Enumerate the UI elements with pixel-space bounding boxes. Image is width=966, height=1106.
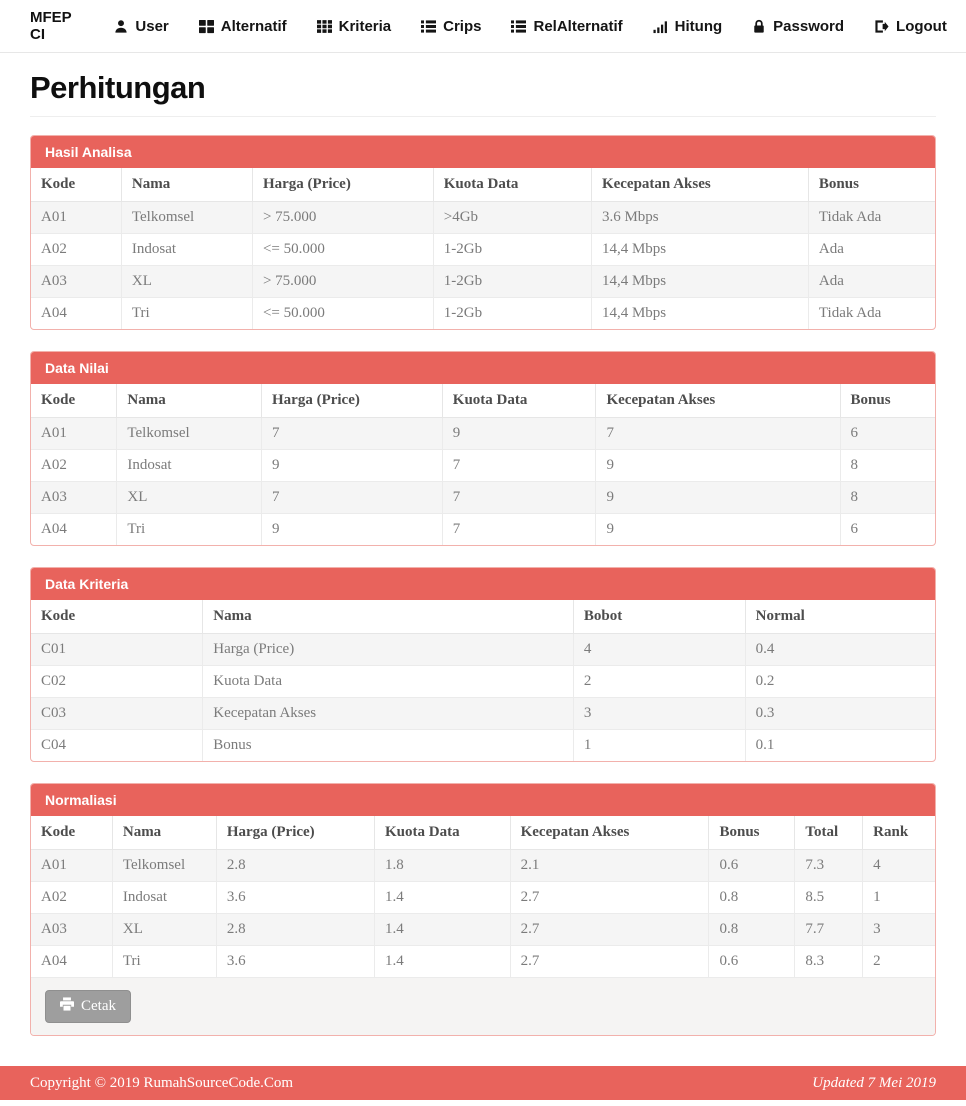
- hasil-analisa-table: [31, 168, 935, 329]
- cetak-label: Cetak: [81, 998, 116, 1014]
- table-cell: 8: [840, 482, 935, 514]
- column-header: Nama: [121, 168, 252, 202]
- main-content: [0, 70, 966, 1036]
- normaliasi-table: [31, 816, 935, 977]
- table-row: [31, 514, 935, 546]
- table-cell: 9: [442, 418, 596, 450]
- page-footer: [0, 1066, 966, 1100]
- panel-data-nilai: [30, 351, 936, 546]
- table-cell: Ada: [808, 266, 935, 298]
- column-header: Kode: [31, 384, 117, 418]
- table-row: [31, 882, 935, 914]
- table-cell: 14,4 Mbps: [591, 298, 808, 330]
- nav-item-label: Hitung: [674, 17, 723, 35]
- brand[interactable]: MFEP CI: [30, 9, 72, 43]
- table-cell: Harga (Price): [203, 634, 574, 666]
- table-cell: 7.3: [795, 850, 863, 882]
- table-cell: C03: [31, 698, 203, 730]
- table-cell: <= 50.000: [252, 298, 433, 330]
- table-cell: A02: [31, 234, 121, 266]
- table-row: [31, 202, 935, 234]
- table-cell: A04: [31, 514, 117, 546]
- table-cell: 9: [262, 450, 443, 482]
- signal-icon: [653, 19, 668, 34]
- table-cell: 1.4: [375, 946, 511, 978]
- table-cell: 0.3: [745, 698, 935, 730]
- table-cell: Indosat: [112, 882, 216, 914]
- table-cell: 1.4: [375, 882, 511, 914]
- table-row: [31, 418, 935, 450]
- data-nilai-table: [31, 384, 935, 545]
- top-navbar: [0, 0, 966, 53]
- page-header: [30, 70, 936, 117]
- column-header: Nama: [203, 600, 574, 634]
- table-cell: >4Gb: [433, 202, 591, 234]
- column-header: Total: [795, 816, 863, 850]
- table-cell: 8.3: [795, 946, 863, 978]
- table-row: [31, 298, 935, 330]
- table-cell: 1-2Gb: [433, 234, 591, 266]
- table-row: [31, 266, 935, 298]
- lock-icon: [752, 19, 766, 34]
- updated-text: Updated 7 Mei 2019: [812, 1074, 936, 1091]
- table-cell: 7: [442, 514, 596, 546]
- table-cell: Telkomsel: [117, 418, 262, 450]
- table-row: [31, 666, 935, 698]
- table-cell: 2.8: [216, 914, 374, 946]
- table-cell: 7: [596, 418, 840, 450]
- column-header: Nama: [112, 816, 216, 850]
- table-cell: XL: [117, 482, 262, 514]
- list-icon: [511, 19, 526, 34]
- table-cell: 9: [262, 514, 443, 546]
- table-cell: 1: [573, 730, 745, 762]
- nav-item-hitung[interactable]: [638, 18, 737, 35]
- table-cell: Bonus: [203, 730, 574, 762]
- table-row: [31, 450, 935, 482]
- table-cell: Tidak Ada: [808, 202, 935, 234]
- panel-footer-actions: [31, 977, 935, 1035]
- table-cell: 0.8: [709, 882, 795, 914]
- table-cell: > 75.000: [252, 266, 433, 298]
- column-header: Harga (Price): [252, 168, 433, 202]
- table-cell: 7: [262, 482, 443, 514]
- nav-item-logout[interactable]: [859, 18, 962, 35]
- column-header: Nama: [117, 384, 262, 418]
- table-cell: C04: [31, 730, 203, 762]
- column-header: Kecepatan Akses: [596, 384, 840, 418]
- column-header: Normal: [745, 600, 935, 634]
- nav-item-label: Crips: [443, 17, 482, 35]
- sign-out-icon: [874, 19, 889, 34]
- table-cell: 7: [262, 418, 443, 450]
- table-cell: <= 50.000: [252, 234, 433, 266]
- copyright-text: Copyright © 2019 RumahSourceCode.Com: [30, 1074, 294, 1091]
- table-row: [31, 234, 935, 266]
- column-header: Kecepatan Akses: [510, 816, 709, 850]
- table-cell: 2.8: [216, 850, 374, 882]
- panel-title: Hasil Analisa: [31, 136, 935, 168]
- panel-data-kriteria: [30, 567, 936, 762]
- table-cell: 0.1: [745, 730, 935, 762]
- column-header: Bonus: [840, 384, 935, 418]
- table-cell: XL: [121, 266, 252, 298]
- table-row: [31, 698, 935, 730]
- table-cell: 9: [596, 450, 840, 482]
- table-cell: C02: [31, 666, 203, 698]
- table-cell: 4: [573, 634, 745, 666]
- table-cell: 14,4 Mbps: [591, 234, 808, 266]
- table-cell: A01: [31, 850, 112, 882]
- table-cell: Telkomsel: [112, 850, 216, 882]
- table-cell: 2: [573, 666, 745, 698]
- table-cell: 0.8: [709, 914, 795, 946]
- column-header: Harga (Price): [262, 384, 443, 418]
- table-cell: 6: [840, 418, 935, 450]
- nav-item-label: Kriteria: [338, 17, 392, 35]
- table-cell: A03: [31, 266, 121, 298]
- table-cell: Indosat: [121, 234, 252, 266]
- table-cell: Tri: [112, 946, 216, 978]
- table-cell: 1: [863, 882, 935, 914]
- table-cell: 3.6 Mbps: [591, 202, 808, 234]
- nav-item-relalternatif[interactable]: [496, 18, 637, 35]
- nav-item-label: Logout: [896, 17, 947, 35]
- table-cell: 8.5: [795, 882, 863, 914]
- column-header: Kuota Data: [442, 384, 596, 418]
- column-header: Rank: [863, 816, 935, 850]
- cetak-button[interactable]: [45, 990, 131, 1023]
- table-cell: 2.7: [510, 882, 709, 914]
- table-cell: 3: [863, 914, 935, 946]
- table-cell: > 75.000: [252, 202, 433, 234]
- table-cell: 7: [442, 482, 596, 514]
- nav-item-password[interactable]: [737, 18, 859, 35]
- table-cell: C01: [31, 634, 203, 666]
- nav-item-label: User: [135, 17, 169, 35]
- table-cell: A03: [31, 482, 117, 514]
- table-cell: 7.7: [795, 914, 863, 946]
- column-header: Kecepatan Akses: [591, 168, 808, 202]
- table-cell: Ada: [808, 234, 935, 266]
- column-header: Bonus: [808, 168, 935, 202]
- table-cell: Kuota Data: [203, 666, 574, 698]
- table-cell: A04: [31, 946, 112, 978]
- table-cell: A01: [31, 202, 121, 234]
- print-icon: [60, 997, 74, 1016]
- table-cell: A02: [31, 882, 112, 914]
- table-cell: 0.2: [745, 666, 935, 698]
- nav-item-label: RelAlternatif: [533, 17, 623, 35]
- table-cell: 2.7: [510, 946, 709, 978]
- panel-title: Normaliasi: [31, 784, 935, 816]
- table-row: [31, 914, 935, 946]
- panel-hasil-analisa: [30, 135, 936, 330]
- nav-item-alternatif[interactable]: [184, 18, 302, 35]
- th-large-icon: [199, 19, 214, 34]
- table-cell: 3: [573, 698, 745, 730]
- panel-title: Data Kriteria: [31, 568, 935, 600]
- table-cell: A01: [31, 418, 117, 450]
- data-kriteria-table: [31, 600, 935, 761]
- table-cell: 6: [840, 514, 935, 546]
- table-cell: 3.6: [216, 882, 374, 914]
- table-cell: 9: [596, 514, 840, 546]
- table-cell: 0.6: [709, 850, 795, 882]
- table-cell: Tidak Ada: [808, 298, 935, 330]
- column-header: Kuota Data: [433, 168, 591, 202]
- table-cell: 1.4: [375, 914, 511, 946]
- panel-normaliasi: [30, 783, 936, 1036]
- th-icon: [317, 19, 332, 34]
- nav-item-label: Password: [773, 17, 845, 35]
- table-cell: 4: [863, 850, 935, 882]
- nav-item-label: Alternatif: [220, 17, 287, 35]
- table-cell: 1.8: [375, 850, 511, 882]
- table-cell: 0.6: [709, 946, 795, 978]
- table-cell: 8: [840, 450, 935, 482]
- table-row: [31, 482, 935, 514]
- table-cell: 2.1: [510, 850, 709, 882]
- table-cell: A02: [31, 450, 117, 482]
- table-cell: 3.6: [216, 946, 374, 978]
- table-cell: Tri: [121, 298, 252, 330]
- table-cell: 1-2Gb: [433, 266, 591, 298]
- table-cell: XL: [112, 914, 216, 946]
- table-cell: Kecepatan Akses: [203, 698, 574, 730]
- page-title: Perhitungan: [30, 70, 206, 105]
- column-header: Bonus: [709, 816, 795, 850]
- table-cell: Indosat: [117, 450, 262, 482]
- column-header: Kode: [31, 168, 121, 202]
- table-cell: Telkomsel: [121, 202, 252, 234]
- nav-item-kriteria[interactable]: [302, 18, 407, 35]
- table-cell: 0.4: [745, 634, 935, 666]
- table-row: [31, 730, 935, 762]
- table-cell: 9: [596, 482, 840, 514]
- panel-title: Data Nilai: [31, 352, 935, 384]
- table-row: [31, 946, 935, 978]
- column-header: Kuota Data: [375, 816, 511, 850]
- table-cell: 2.7: [510, 914, 709, 946]
- table-cell: A04: [31, 298, 121, 330]
- table-cell: 7: [442, 450, 596, 482]
- table-cell: Tri: [117, 514, 262, 546]
- table-row: [31, 634, 935, 666]
- column-header: Kode: [31, 600, 203, 634]
- table-cell: A03: [31, 914, 112, 946]
- list-icon: [421, 19, 436, 34]
- table-row: [31, 850, 935, 882]
- column-header: Bobot: [573, 600, 745, 634]
- table-cell: 14,4 Mbps: [591, 266, 808, 298]
- nav-item-crips[interactable]: [406, 18, 496, 35]
- table-cell: 2: [863, 946, 935, 978]
- table-cell: 1-2Gb: [433, 298, 591, 330]
- column-header: Kode: [31, 816, 112, 850]
- nav-item-user[interactable]: [99, 18, 183, 35]
- column-header: Harga (Price): [216, 816, 374, 850]
- user-icon: [114, 19, 128, 34]
